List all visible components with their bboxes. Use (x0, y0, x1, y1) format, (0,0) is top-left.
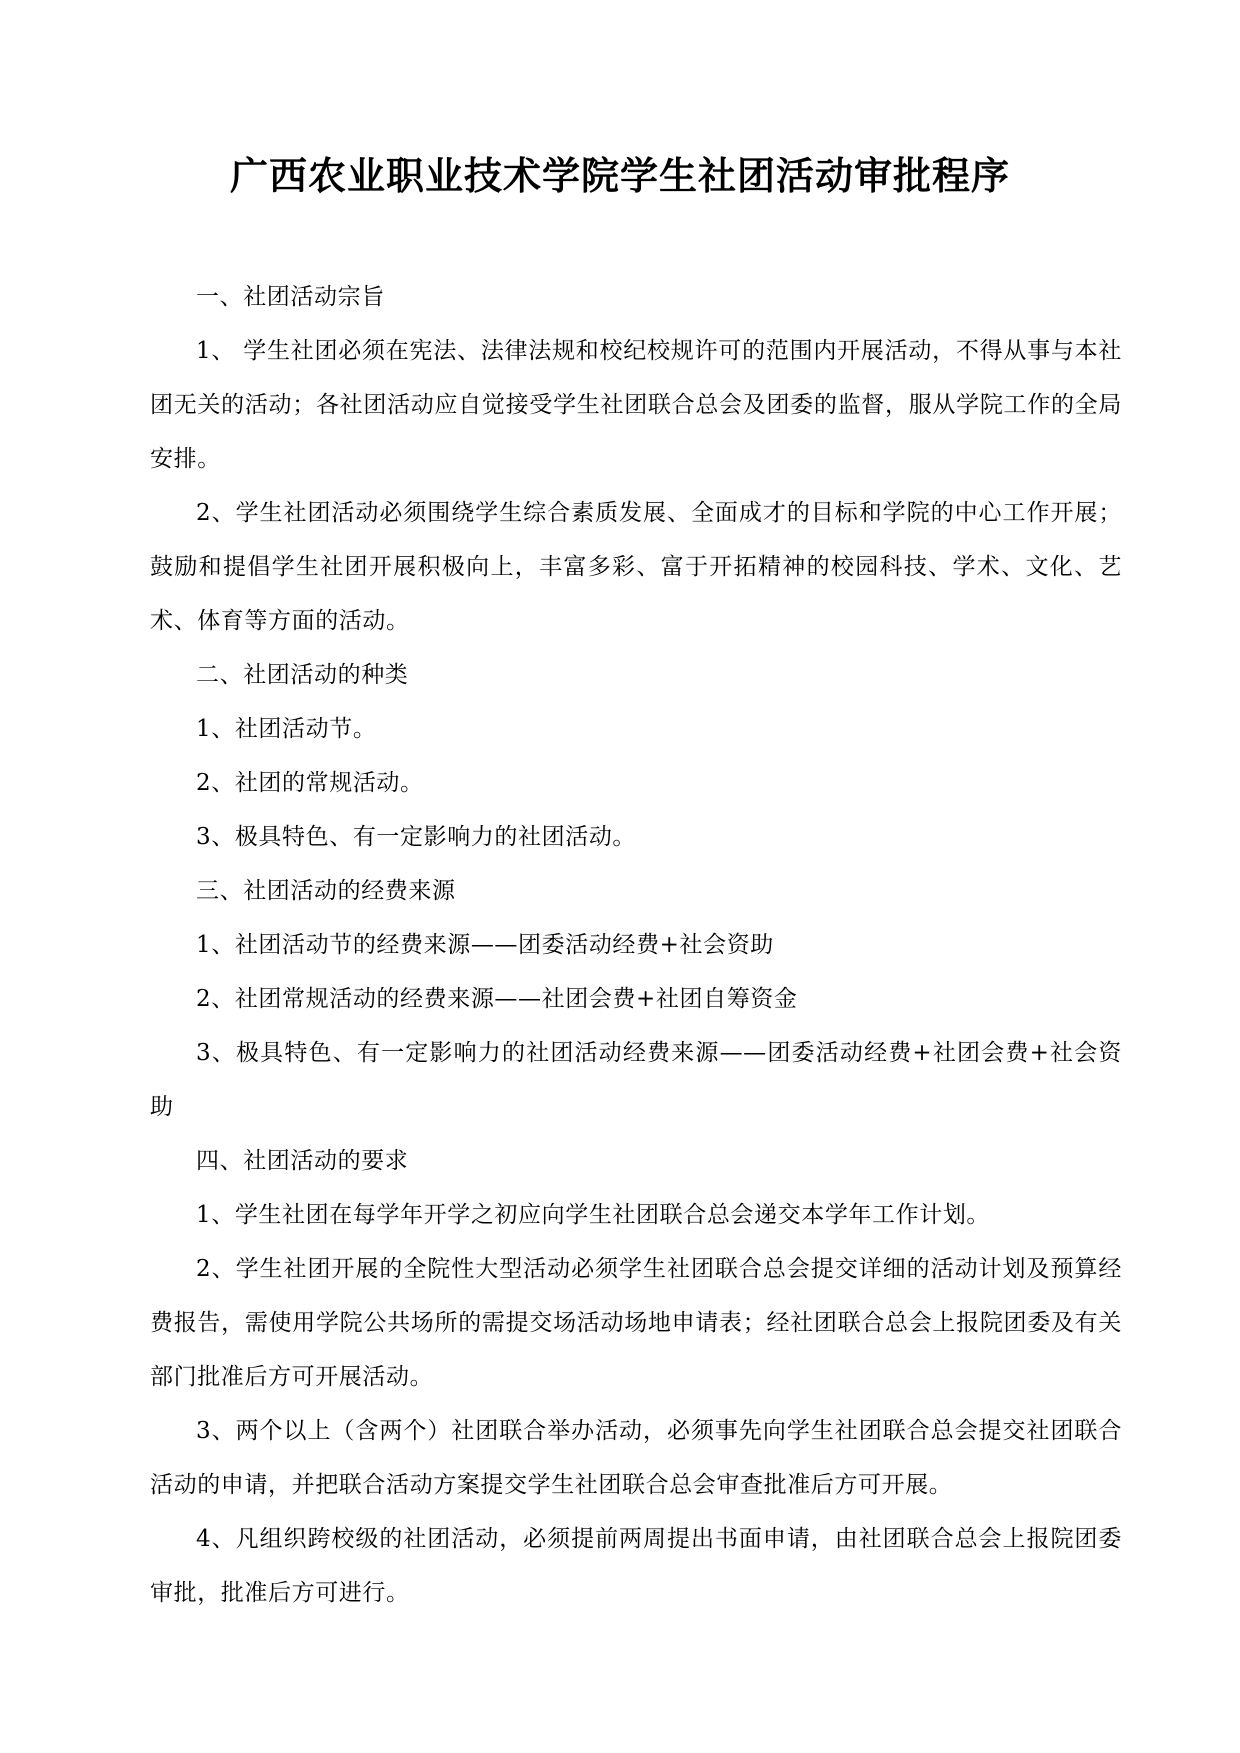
document-title: 广西农业职业技术学院学生社团活动审批程序 (229, 154, 1010, 198)
section-heading-3: 三、社团活动的经费来源 (196, 878, 456, 904)
paragraph: 2、学生社团活动必须围绕学生综合素质发展、全面成才的目标和学院的中心工作开展；鼓励和提倡学生社团开展积极向上，丰富多彩、富于开拓精神的校园科技、学术、文化、艺术、体育等方面的活动。 (150, 500, 1122, 634)
list-item: 3、极具特色、有一定影响力的社团活动经费来源——团委活动经费+社团会费+社会资助 (150, 1040, 1122, 1120)
list-item: 2、社团的常规活动。 (196, 770, 424, 796)
list-item: 2、社团常规活动的经费来源——社团会费+社团自筹资金 (196, 986, 798, 1012)
section-heading-2: 二、社团活动的种类 (196, 662, 409, 688)
section-heading-4: 四、社团活动的要求 (196, 1148, 409, 1174)
paragraph: 1、学生社团在每学年开学之初应向学生社团联合总会递交本学年工作计划。 (196, 1202, 991, 1228)
paragraph: 2、学生社团开展的全院性大型活动必须学生社团联合总会提交详细的活动计划及预算经费报告，需使用学院公共场所的需提交场活动场地申请表；经社团联合总会上报院团委及有关部门批准后方可开展活动。 (150, 1256, 1122, 1390)
paragraph: 3、两个以上（含两个）社团联合举办活动，必须事先向学生社团联合总会提交社团联合活动的申请，并把联合活动方案提交学生社团联合总会审查批准后方可开展。 (150, 1418, 1122, 1498)
paragraph: 1、 学生社团必须在宪法、法律法规和校纪校规许可的范围内开展活动，不得从事与本社团无关的活动；各社团活动应自觉接受学生社团联合总会及团委的监督，服从学院工作的全局安排。 (150, 338, 1122, 472)
list-item: 1、社团活动节。 (196, 716, 377, 742)
document-body (150, 270, 1122, 1620)
section-heading-1: 一、社团活动宗旨 (196, 284, 385, 310)
paragraph: 4、凡组织跨校级的社团活动，必须提前两周提出书面申请，由社团联合总会上报院团委审批，批准后方可进行。 (150, 1526, 1122, 1606)
list-item: 1、社团活动节的经费来源——团委活动经费+社会资助 (196, 932, 774, 958)
list-item: 3、极具特色、有一定影响力的社团活动。 (196, 824, 637, 850)
